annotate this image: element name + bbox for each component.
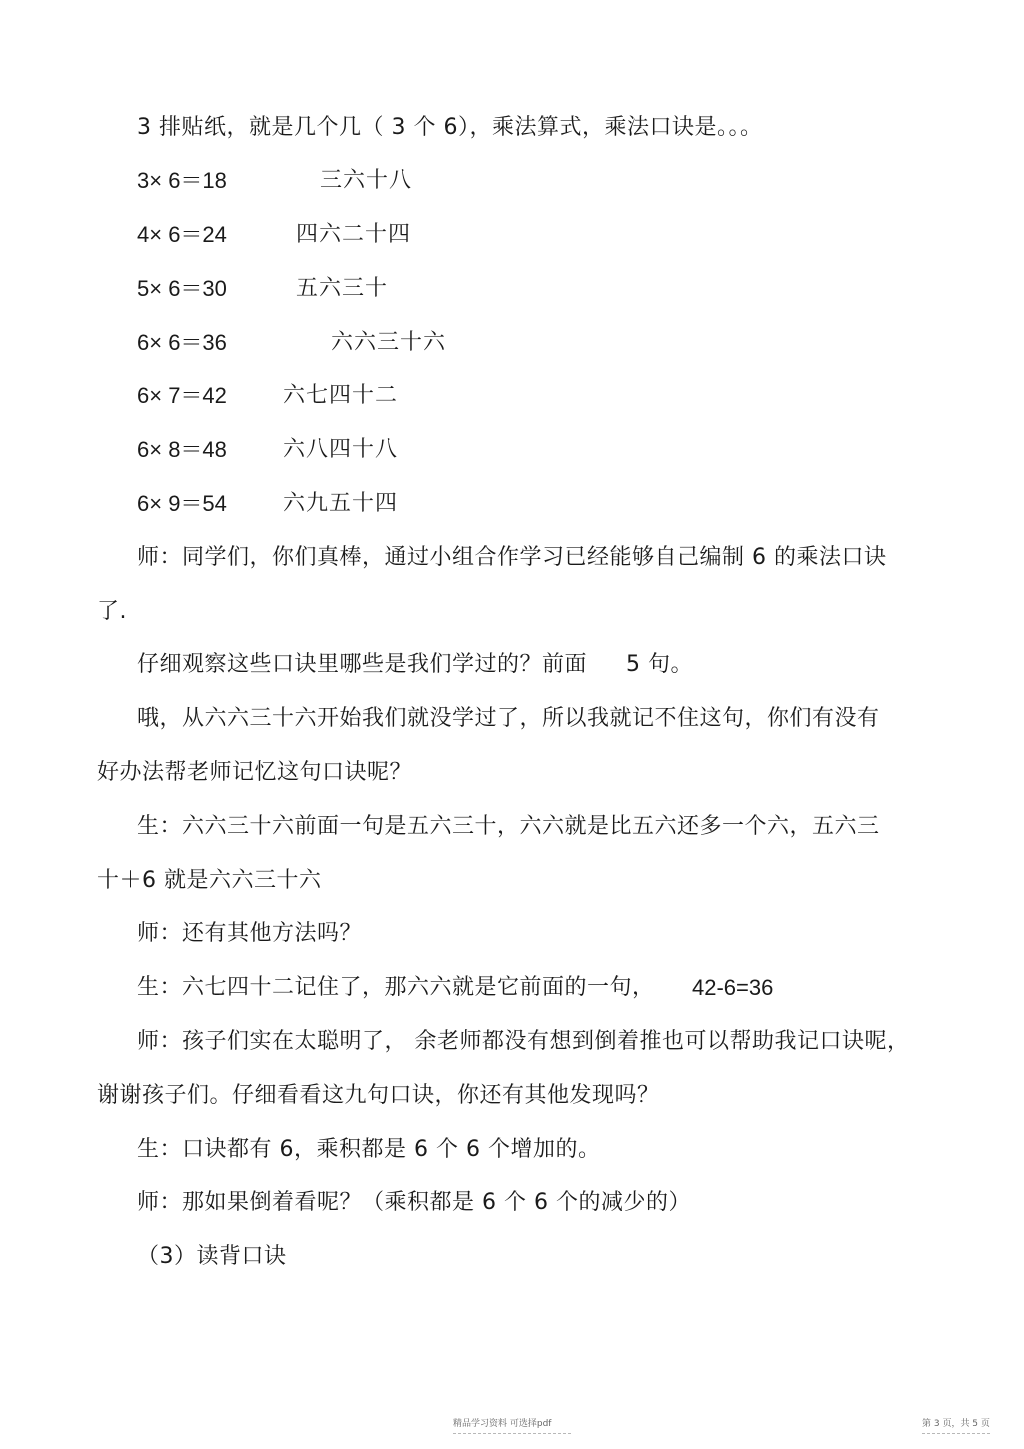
paragraph-teacher-other-method: 师：还有其他方法吗？ (137, 921, 363, 946)
footer-page-number: 第 3 页，共 5 页 (922, 1419, 990, 1429)
paragraph-teacher-question: 哦，从六六三十六开始我们就没学过了，所以我就记不住这句，你们有没有 (137, 706, 880, 731)
paragraph-teacher-smart-cont: 谢谢孩子们。仔细看看这九句口诀，你还有其他发现吗？ (97, 1083, 660, 1108)
formula-equation: 4× 6＝24 (137, 222, 227, 247)
formula-equation: 5× 6＝30 (137, 276, 227, 301)
formula-koujue: 四六二十四 (296, 222, 412, 247)
formula-koujue: 六九五十四 (283, 491, 399, 516)
paragraph-observe: 仔细观察这些口诀里哪些是我们学过的？前面 (137, 652, 588, 677)
footer-watermark: 精品学习资料 可选择pdf (453, 1419, 552, 1429)
paragraph-student-method: 生：六七四十二记住了，那六六就是它前面的一句， (137, 975, 655, 1000)
formula-equation: 6× 7＝42 (137, 383, 227, 408)
paragraph-teacher-praise: 师：同学们，你们真棒，通过小组合作学习已经能够自己编制 6 的乘法口诀 (137, 545, 887, 570)
formula-equation: 3× 6＝18 (137, 168, 227, 193)
paragraph-stickers: 3 排贴纸，就是几个几（ 3 个 6），乘法算式，乘法口诀是。。。 (137, 115, 763, 140)
paragraph-student-answer: 生：六六三十六前面一句是五六三十，六六就是比五六还多一个六，五六三 (137, 814, 880, 839)
section-heading-read: （3）读背口诀 (137, 1244, 287, 1269)
formula-koujue: 五六三十 (296, 276, 389, 301)
paragraph-student-answer-cont: 十＋6 就是六六三十六 (97, 868, 322, 893)
paragraph-student-equation: 42-6=36 (692, 975, 774, 1000)
paragraph-teacher-praise-cont: 了. (97, 599, 127, 624)
formula-equation: 6× 6＝36 (137, 330, 227, 355)
footer-divider-right (922, 1433, 990, 1434)
formula-koujue: 三六十八 (320, 168, 413, 193)
paragraph-teacher-reverse: 师：那如果倒着看呢？（乘积都是 6 个 6 个的减少的） (137, 1190, 691, 1215)
formula-equation: 6× 8＝48 (137, 437, 227, 462)
paragraph-observe-count: 5 句。 (626, 652, 693, 677)
paragraph-teacher-smart: 师：孩子们实在太聪明了， 余老师都没有想到倒着推也可以帮助我记口诀呢， (137, 1029, 910, 1054)
formula-koujue: 六八四十八 (283, 437, 399, 462)
paragraph-student-discovery: 生：口诀都有 6，乘积都是 6 个 6 个增加的。 (137, 1137, 601, 1162)
formula-equation: 6× 9＝54 (137, 491, 227, 516)
formula-koujue: 六七四十二 (283, 383, 399, 408)
paragraph-teacher-question-cont: 好办法帮老师记忆这句口诀呢？ (97, 760, 413, 785)
formula-koujue: 六六三十六 (331, 330, 447, 355)
footer-divider-center (453, 1433, 571, 1434)
